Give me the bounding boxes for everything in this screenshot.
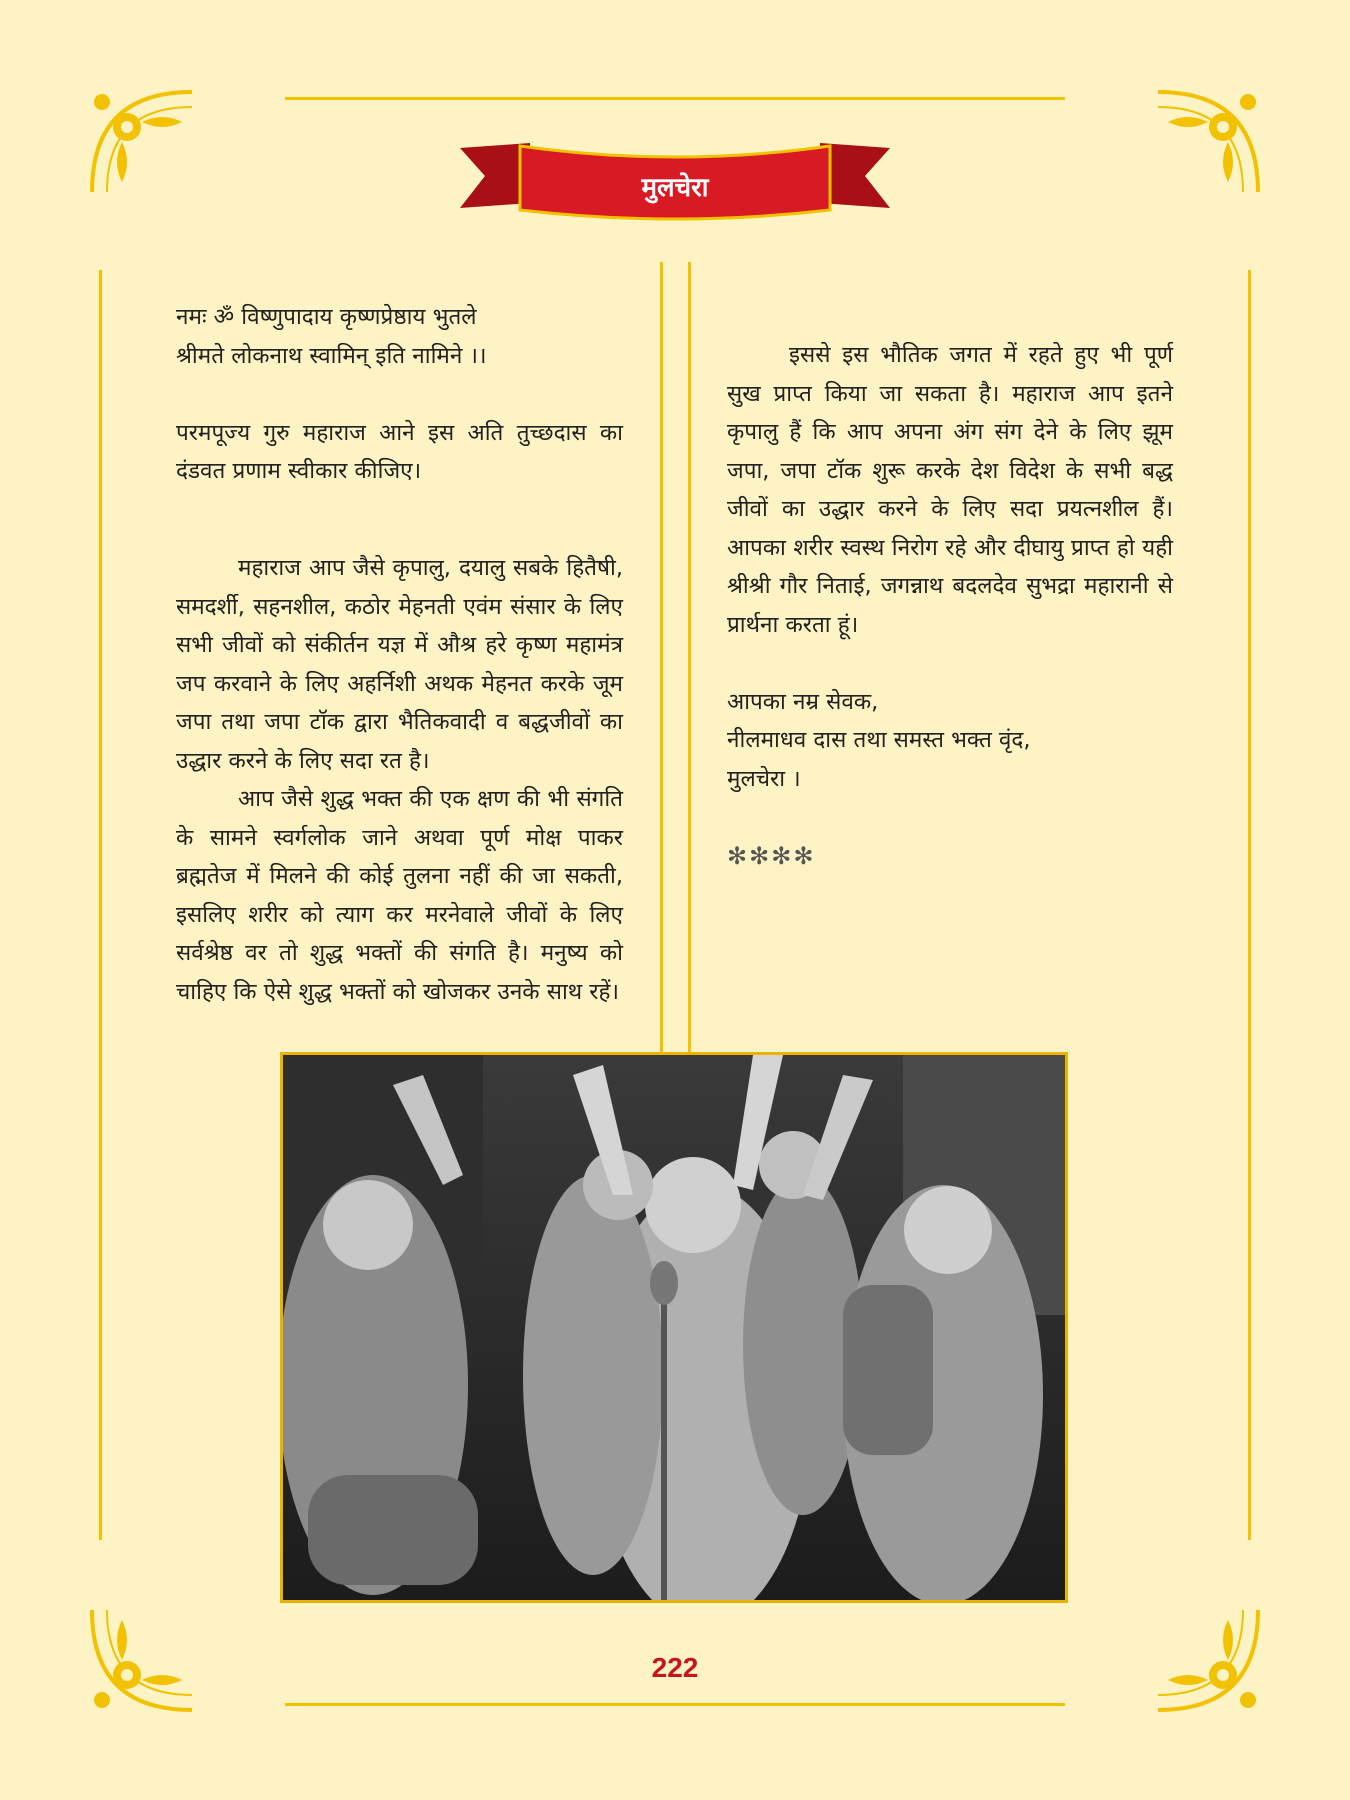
greeting-paragraph: परमपूज्य गुरु महाराज आने इस अति तुच्छदास का दंडवत प्रणाम स्वीकार कीजिए।: [176, 419, 623, 484]
left-column: [176, 298, 623, 1011]
kirtan-photo-illustration: [283, 1055, 1065, 1600]
page-title: मुलचेरा: [641, 173, 709, 203]
column-divider-right: [688, 262, 691, 1052]
verse-line-1: नमः ॐ विष्णुपादाय कृष्णप्रेष्ठाय भुतले: [176, 304, 477, 330]
corner-ornament-top-right: [1148, 82, 1268, 202]
frame-left-line: [99, 270, 102, 1540]
corner-ornament-top-left: [82, 82, 202, 202]
page-number: 222: [651, 1652, 699, 1683]
right-column: [727, 336, 1173, 875]
closing-stars: ✻✻✻✻: [727, 841, 816, 870]
signature-line-3: मुलचेरा ।: [727, 765, 801, 792]
signature-line-2: नीलमाधव दास तथा समस्त भक्त वृंद,: [727, 727, 1031, 753]
corner-ornament-bottom-right: [1148, 1600, 1268, 1720]
verse-line-2: श्रीमते लोकनाथ स्वामिन् इति नामिने ।।: [176, 342, 487, 369]
prayer-paragraph: इससे इस भौतिक जगत में रहते हुए भी पूर्ण सुख प्राप्त किया जा सकता है। महाराज आप इतने कृपालु हैं कि आप अपना अंग संग देने के लिए झूम जपा, जपा टॉक शुरू करके देश विदेश के सभी बद्ध जीवों का उद्धार करने के लिए सदा प्रयत्नशील हैं। आपका शरीर स्वस्थ निरोग रहे और दीघायु प्राप्त हो यही श्रीश्री गौर निताई, जगन्नाथ बदलदेव सुभद्रा महारानी से प्रार्थना करता हूं।: [727, 342, 1173, 638]
signature-line-1: आपका नम्र सेवक,: [727, 688, 879, 715]
kirtan-photo: [280, 1052, 1068, 1603]
frame-top-line: [285, 97, 1065, 100]
praise-paragraph: महाराज आप जैसे कृपालु, दयालु सबके हितैषी, समदर्शी, सहनशील, कठोर मेहनती एवंम संसार के लिए सभी जीवों को संकीर्तन यज्ञ में औश्र हरे कृष्ण महामंत्र जप करवाने के लिए अहर्निशी अथक मेहनत करके जूम जपा तथा जपा टॉक द्वारा भैतिकवादी व बद्धजीवों का उद्धार करने के लिए सदा रत है।: [176, 555, 623, 774]
association-paragraph: आप जैसे शुद्ध भक्त की एक क्षण की भी संगति के सामने स्वर्गलोक जाने अथवा पूर्ण मोक्ष पाकर ब्रह्मतेज में मिलने की कोई तुलना नहीं की जा सकती, इसलिए शरीर को त्याग कर मरनेवाले जीवों के लिए सर्वश्रेष्ठ वर तो शुद्ध भक्तों की संगति है। मनुष्य को चाहिए कि ऐसे शुद्ध भक्तों को खोजकर उनके साथ रहें।: [176, 786, 623, 1005]
frame-right-line: [1248, 270, 1251, 1540]
frame-bottom-line: [285, 1703, 1065, 1706]
column-divider-left: [660, 262, 663, 1052]
corner-ornament-bottom-left: [82, 1600, 202, 1720]
